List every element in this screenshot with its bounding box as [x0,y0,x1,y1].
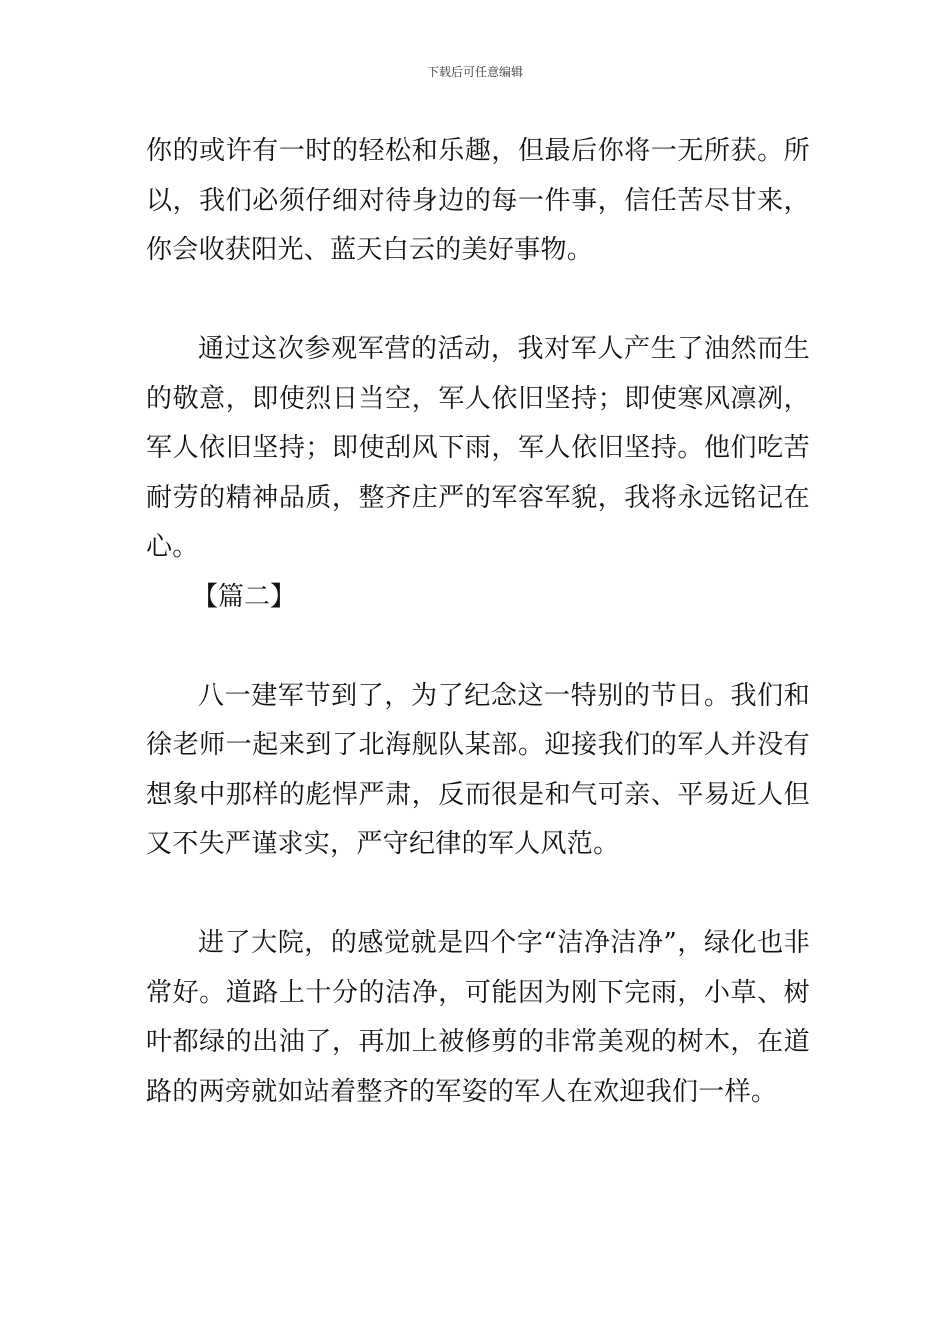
document-body [146,127,810,1117]
section-title: 【篇二】 [192,581,297,612]
paragraph-continuation: 你的或许有一时的轻松和乐趣，但最后你将一无所获。所以，我们必须仔细对待身边的每一件事，信任苦尽甘来，你会收获阳光、蓝天白云的美好事物。 [146,136,810,265]
paragraph-military-visit-reflection: 通过这次参观军营的活动，我对军人产生了油然而生的敬意，即使烈日当空，军人依旧坚持；即使寒风凛冽，军人依旧坚持；即使刮风下雨，军人依旧坚持。他们吃苦耐劳的精神品质，整齐庄严的军容军貌，我将永远铭记在心。 [146,334,810,562]
paragraph-army-day: 八一建军节到了，为了纪念这一特别的节日。我们和徐老师一起来到了北海舰队某部。迎接我们的军人并没有想象中那样的彪悍严肃，反而很是和气可亲、平易近人但又不失严谨求实，严守纪律的军人风范。 [146,680,810,859]
page-header: 下载后可任意编辑 [426,65,523,79]
paragraph-courtyard: 进了大院，的感觉就是四个字“洁净洁净”，绿化也非常好。道路上十分的洁净，可能因为刚下完雨，小草、树叶都绿的出油了，再加上被修剪的非常美观的树木，在道路的两旁就如站着整齐的军姿的军人在欢迎我们一样。 [146,928,810,1107]
